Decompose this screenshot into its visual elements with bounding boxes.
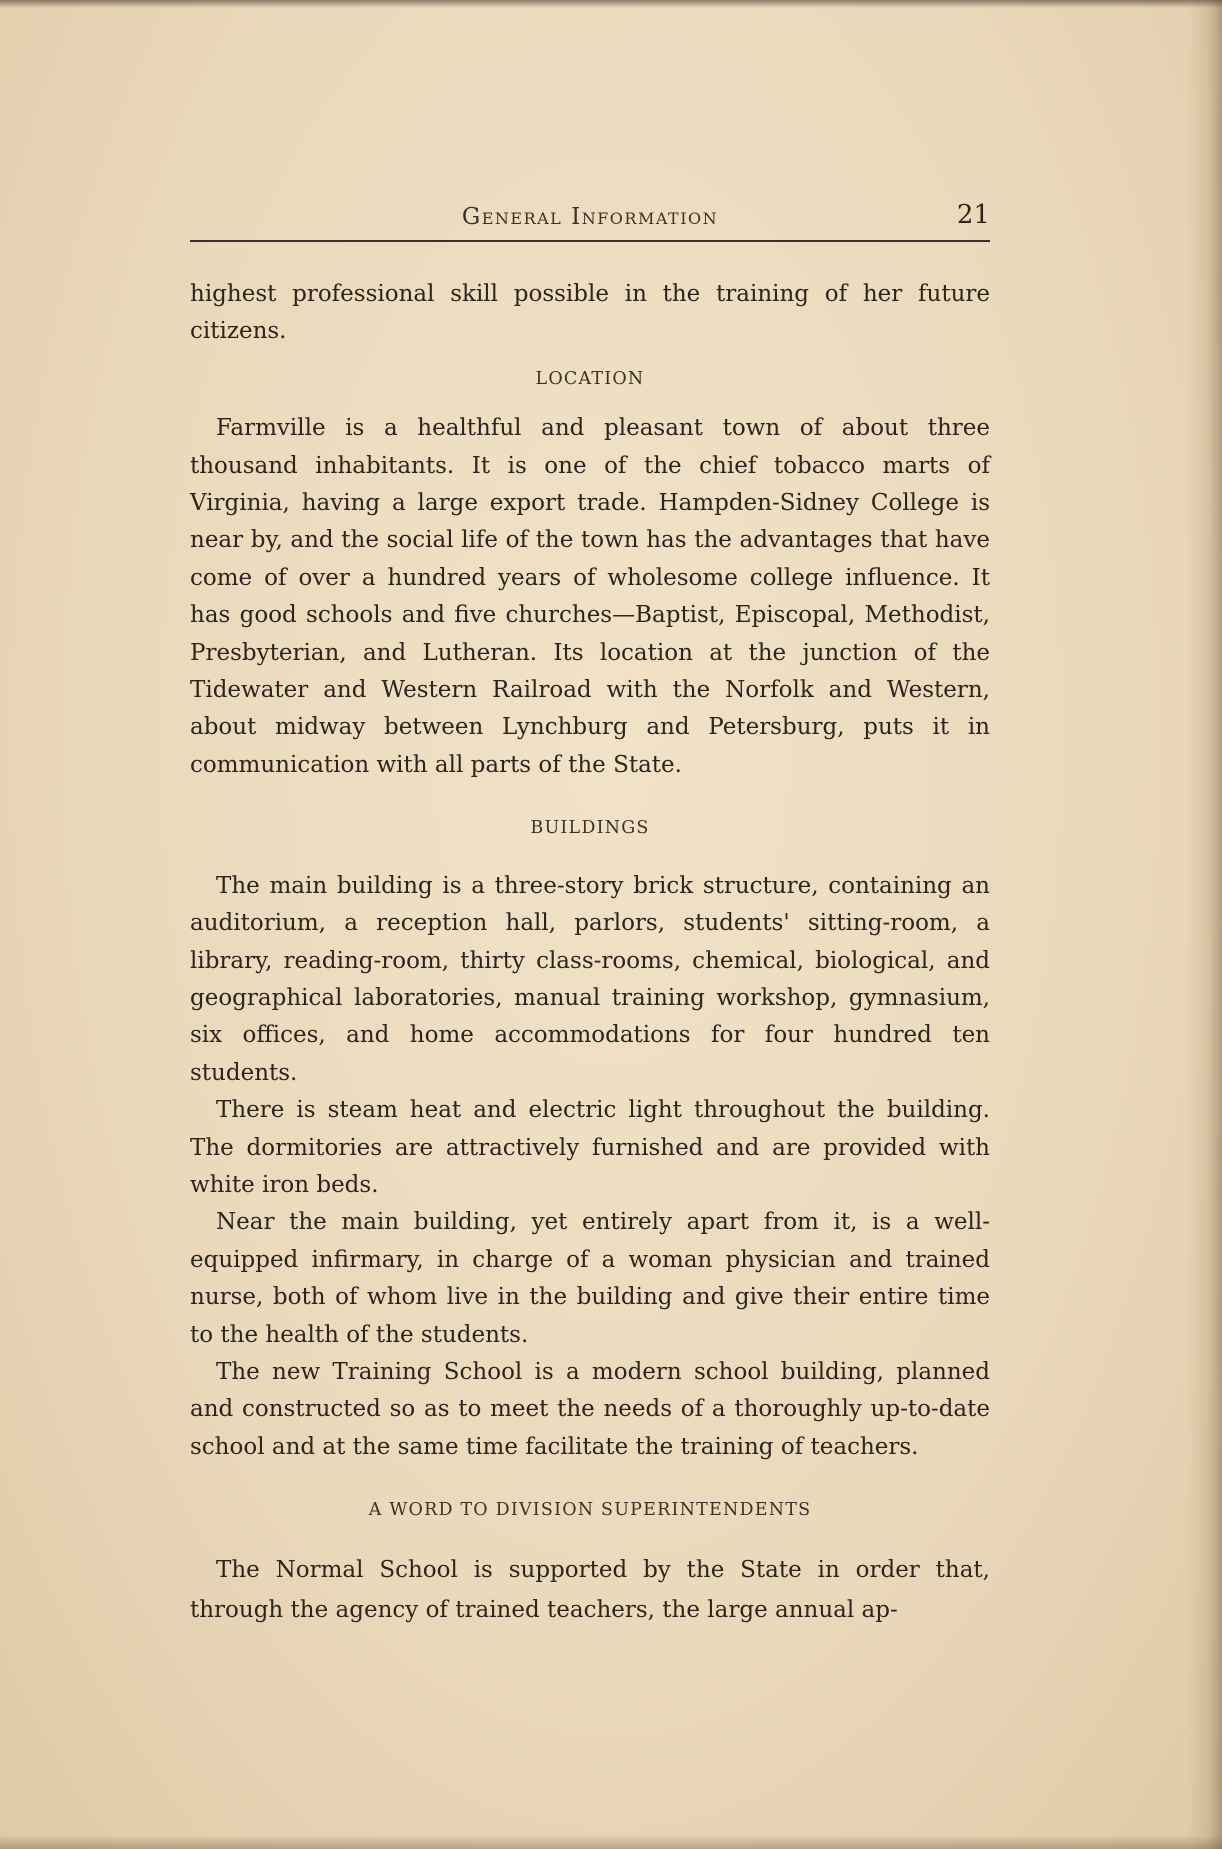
- intro-continuation-paragraph: highest professional skill possible in the training of her future citizens.: [190, 281, 990, 345]
- body-text: [190, 276, 990, 1530]
- section-heading-location: LOCATION: [535, 368, 645, 389]
- page-number: 21: [956, 200, 990, 230]
- section-heading-buildings: BUILDINGS: [530, 818, 650, 839]
- page-bottom-shadow: [0, 1835, 1222, 1849]
- page-right-shadow: [1188, 0, 1222, 1849]
- page-top-shadow: [0, 0, 1222, 8]
- page-content: [190, 200, 990, 1630]
- running-header: [190, 200, 990, 242]
- running-title: General Information: [461, 204, 719, 230]
- buildings-paragraph-training-school: The new Training School is a modern school building, planned and constructed so as to meet the needs of a thoroughly up-to-date school and at the same time facilitate the training of teachers.: [190, 1358, 990, 1460]
- final-text-block: [190, 1550, 990, 1630]
- buildings-paragraph-heat: There is steam heat and electric light throughout the building. The dormitories are attractively furnished and are provided with white iron beds.: [190, 1097, 990, 1198]
- location-paragraph: Farmville is a healthful and pleasant town of about three thousand inhabitants. It is one of the chief tobacco marts of Virginia, having a large export trade. Hampden-Sidney College is near by, and the social life of the town has the advantages that have come of over a hundred years of wholesome college influence. It has good schools and five churches—Baptist, Episcopal, Methodist, Presbyterian, and Lutheran. Its location at the junction of the Tidewater and Western Railroad with the Norfolk and Western, about midway between Lynchburg and Petersburg, puts it in communication with all parts of the State.: [190, 415, 990, 778]
- division-superintendents-paragraph: The Normal School is supported by the State in order that, through the agency of trained teachers, the large annual ap-: [190, 1556, 990, 1623]
- section-heading-division-superintendents: A WORD TO DIVISION SUPERINTENDENTS: [368, 1500, 812, 1521]
- buildings-paragraph-infirmary: Near the main building, yet entirely apart from it, is a well-equipped infirmary, in charge of a woman physician and trained nurse, both of whom live in the building and give their entire time to the health of the students.: [190, 1209, 990, 1348]
- buildings-paragraph-main: The main building is a three-story brick structure, containing an auditorium, a reception hall, parlors, students' sitting-room, a library, reading-room, thirty class-rooms, chemical, biological, and geographical laboratories, manual training workshop, gymnasium, six offices, and home accommodations for four hundred ten students.: [190, 872, 990, 1086]
